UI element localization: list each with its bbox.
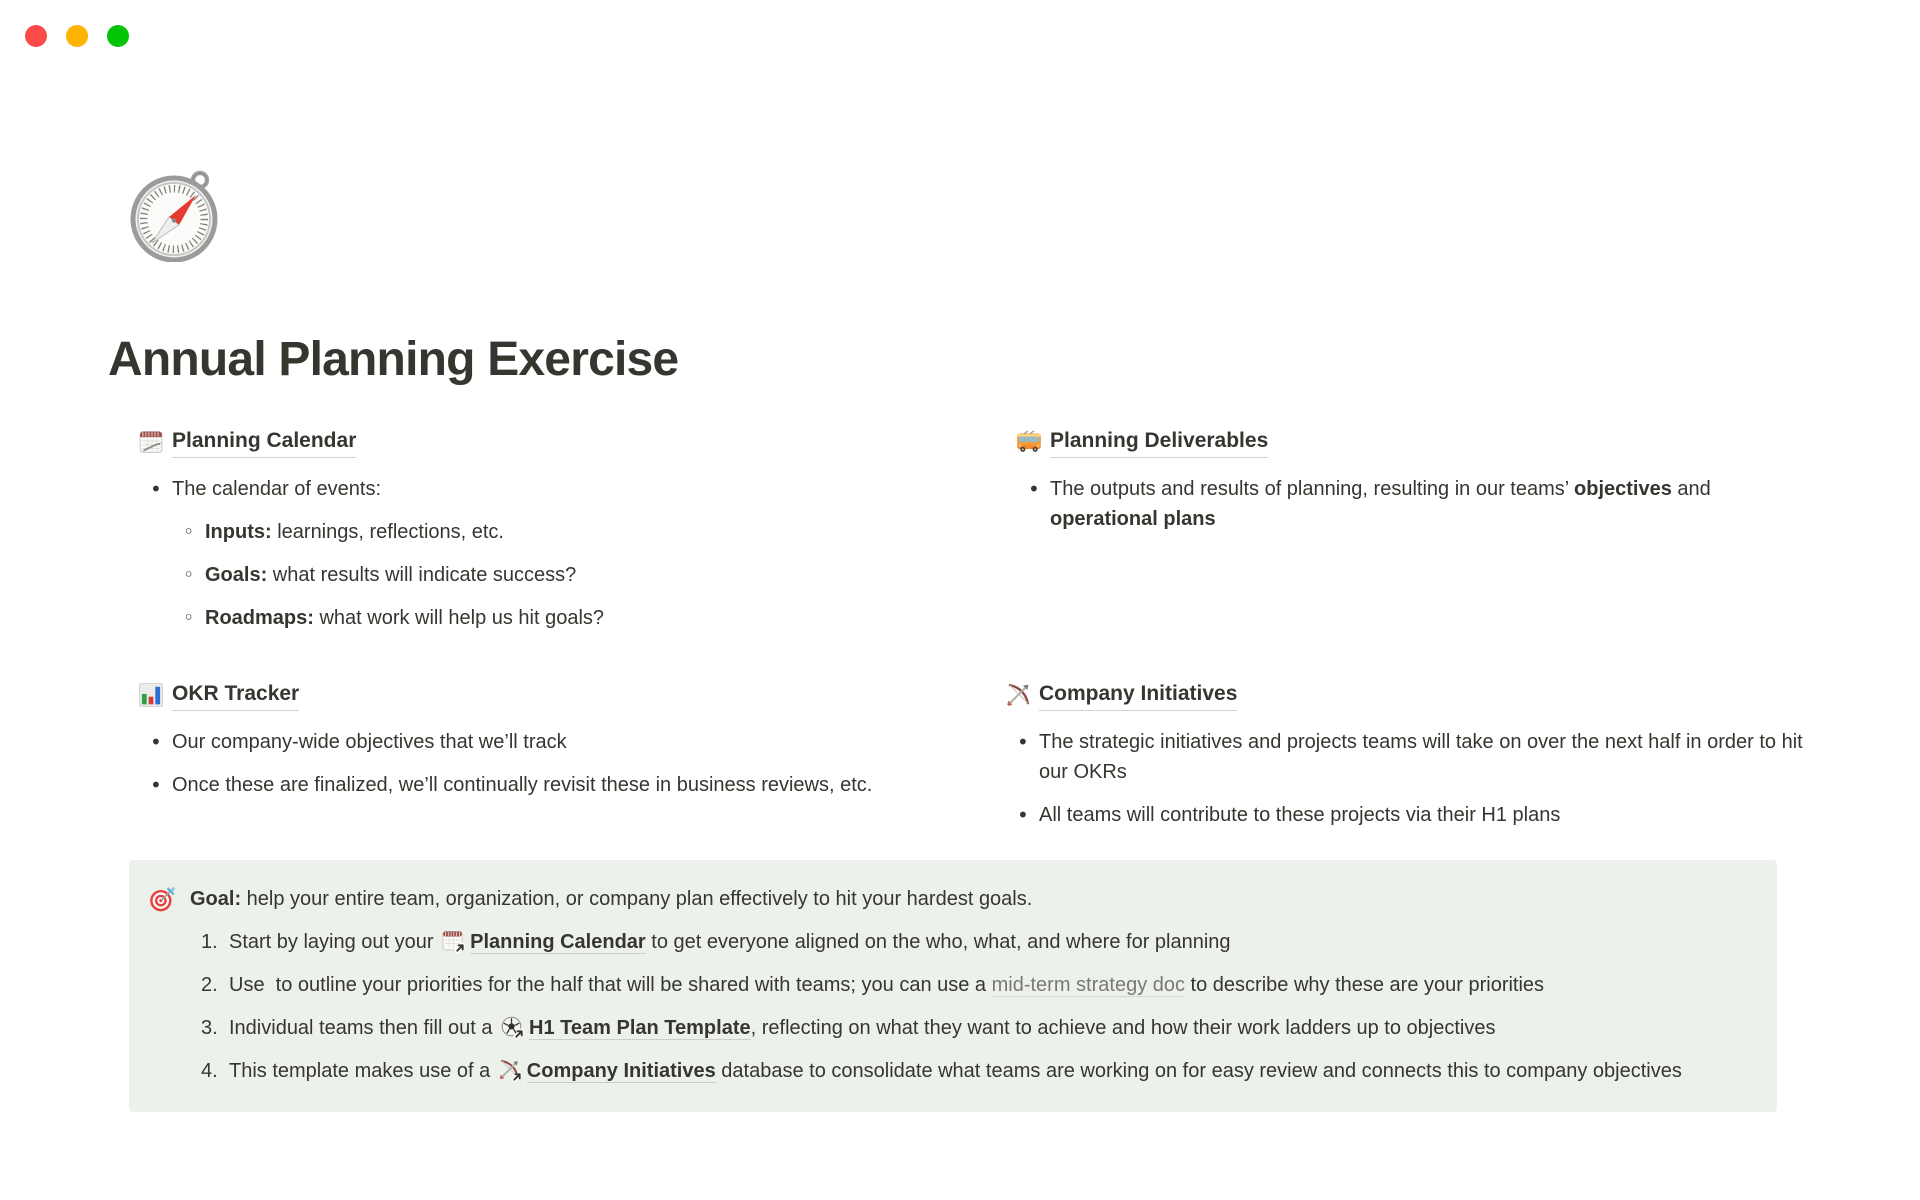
columns-row-1	[108, 426, 1812, 633]
minimize-window-button[interactable]	[66, 25, 88, 47]
goal-callout	[129, 860, 1777, 1112]
bullet-item: • The strategic initiatives and projects teams will take on over the next half in order to hit our OKRs	[1017, 730, 1809, 783]
soccer-ball-link-icon	[500, 1015, 524, 1039]
section-planning-deliverables	[986, 426, 1812, 633]
bullet-item: • Once these are finalized, we’ll continually revisit these in business reviews, etc.	[150, 773, 873, 797]
company-initiatives-heading	[1005, 679, 1812, 711]
numbered-item-2: 2. Use to outline your priorities for the half that will be shared with teams; you can use a mid-term strategy doc to describe why these are your priorities	[201, 974, 1545, 996]
planning-calendar-page-link[interactable]: Planning Calendar	[470, 931, 646, 953]
section-company-initiatives	[975, 679, 1812, 830]
section-okr-tracker	[108, 679, 975, 830]
bar-chart-icon	[138, 682, 164, 708]
trolleybus-icon	[1016, 429, 1042, 455]
okr-tracker-heading	[138, 679, 975, 711]
h1-team-plan-template-link[interactable]: H1 Team Plan Template	[529, 1017, 751, 1039]
bullet-item: ◦ Inputs: learnings, reflections, etc.	[183, 521, 504, 543]
goal-text: Goal: help your entire team, organization, or company plan effectively to hit your hardest goals.	[190, 888, 1033, 910]
planning-calendar-heading	[138, 426, 986, 458]
mid-term-strategy-doc-link[interactable]: mid-term strategy doc	[991, 974, 1185, 996]
spiral-calendar-icon	[138, 429, 164, 455]
section-planning-calendar	[108, 426, 986, 633]
page-icon-compass[interactable]	[128, 168, 222, 262]
bullet-item: • The outputs and results of planning, resulting in our teams’ objectives and operational plans	[1028, 477, 1717, 530]
bullet-item: • Our company-wide objectives that we’ll track	[150, 730, 567, 754]
notion-page	[0, 168, 1920, 1112]
planning-calendar-link[interactable]: Planning Calendar	[172, 426, 356, 458]
okr-tracker-link[interactable]: OKR Tracker	[172, 679, 299, 711]
bow-and-arrow-icon	[1005, 682, 1031, 708]
numbered-item-3: 3. Individual teams then fill out a H1 Team Plan Template, reflecting on what they want to achieve and how their work ladders up to objectives	[201, 1017, 1496, 1039]
planning-deliverables-link[interactable]: Planning Deliverables	[1050, 426, 1268, 458]
company-initiatives-db-link[interactable]: Company Initiatives	[526, 1060, 716, 1082]
close-window-button[interactable]	[25, 25, 47, 47]
page-title[interactable]: Annual Planning Exercise	[108, 333, 679, 386]
company-initiatives-link[interactable]: Company Initiatives	[1039, 679, 1237, 711]
planning-deliverables-heading	[1016, 426, 1812, 458]
bullet-item: • The calendar of events:	[150, 477, 382, 501]
columns-row-2	[108, 679, 1812, 830]
bullet-item: ◦ Goals: what results will indicate success?	[183, 564, 577, 586]
direct-hit-icon	[149, 886, 176, 913]
bow-and-arrow-link-icon	[498, 1058, 522, 1082]
bullet-item: ◦ Roadmaps: what work will help us hit goals?	[183, 607, 605, 629]
zoom-window-button[interactable]	[107, 25, 129, 47]
numbered-item-4: 4. This template makes use of a Company Initiatives database to consolidate what teams are working on for easy review and connects this to company objectives	[201, 1060, 1682, 1082]
window-controls	[25, 25, 129, 47]
goal-line	[149, 884, 1753, 914]
numbered-item-1: 1. Start by laying out your Planning Calendar to get everyone aligned on the who, what, and where for planning	[201, 931, 1231, 953]
bullet-item: • All teams will contribute to these projects via their H1 plans	[1017, 803, 1561, 827]
spiral-calendar-link-icon	[441, 929, 465, 953]
